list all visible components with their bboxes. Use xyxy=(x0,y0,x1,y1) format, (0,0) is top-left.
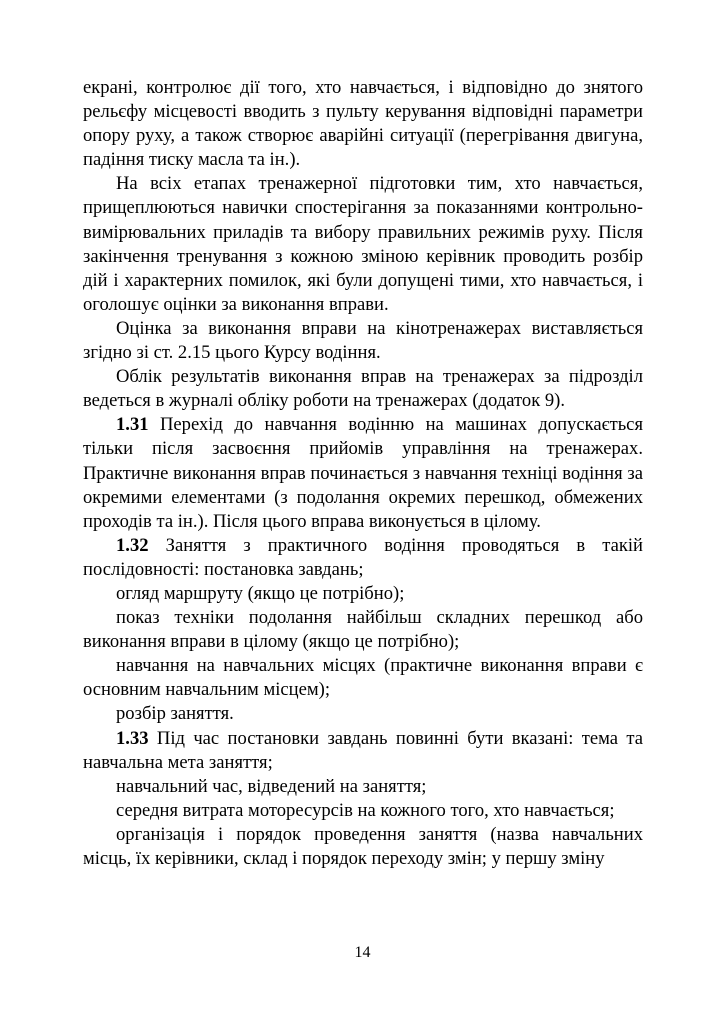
paragraph xyxy=(83,76,643,172)
paragraph xyxy=(83,799,643,823)
numbered-paragraph xyxy=(83,534,643,582)
paragraph xyxy=(83,654,643,702)
numbered-paragraph xyxy=(83,413,643,533)
paragraph xyxy=(83,317,643,365)
paragraph xyxy=(83,775,643,799)
paragraph-text: екрані, контролює дії того, хто навчається, і відповідно до знятого рельєфу місцевості вводить з пульту керування відповідні параметри опору руху, а також створює аварійні ситуації (перегрівання двигуна, падіння тиску масла та ін.). xyxy=(83,77,643,171)
paragraph-text: На всіх етапах тренажерної підготовки тим, хто навчається, прищеплюються навички спостерігання за показаннями контрольно-вимірювальних приладів та вибору правильних режимів руху. Після закінчення тренування з кожною зміною керівник проводить розбір дій і характерних помилок, які були допущені тими, хто навчається, і оголошує оцінки за виконання вправи. xyxy=(83,173,643,315)
paragraph-text: Оцінка за виконання вправи на кінотренажерах виставляється згідно зі ст. 2.15 цього Курсу водіння. xyxy=(83,317,643,364)
paragraph-text: навчальний час, відведений на заняття; xyxy=(116,775,427,797)
paragraph-text: Перехід до навчання водінню на машинах допускається тільки після засвоєння прийомів управління на тренажерах. Практичне виконання вправ починається з навчання техніці водіння за окремими елементами (з подолання окремих перешкод, обмежених проходів та ін.). Після цього вправа виконується в цілому. xyxy=(83,414,643,532)
paragraph xyxy=(83,172,643,317)
paragraph-text: показ техніки подолання найбільш складних перешкод або виконання вправи в цілому (якщо це потрібно); xyxy=(83,607,643,653)
paragraph-number: 1.33 xyxy=(116,727,149,749)
paragraph xyxy=(83,365,643,413)
numbered-paragraph xyxy=(83,727,643,775)
paragraph xyxy=(83,823,643,871)
paragraph-text: середня витрата моторесурсів на кожного того, хто навчається; xyxy=(116,799,615,821)
paragraph xyxy=(83,606,643,654)
paragraph-text: організація і порядок проведення заняття (назва навчальних місць, їх керівники, склад і порядок переходу змін; у першу зміну xyxy=(83,823,643,869)
paragraph-text: огляд маршруту (якщо це потрібно); xyxy=(116,582,405,604)
paragraph xyxy=(83,582,643,606)
paragraph xyxy=(83,702,643,726)
paragraph-text: розбір заняття. xyxy=(116,703,234,725)
paragraph-number: 1.31 xyxy=(116,414,149,436)
page-body xyxy=(83,76,643,871)
paragraph-number: 1.32 xyxy=(116,534,149,556)
page-number: 14 xyxy=(354,944,371,961)
paragraph-text: Облік результатів виконання вправ на тренажерах за підрозділ ведеться в журналі обліку роботи на тренажерах (додаток 9). xyxy=(83,366,643,412)
paragraph-text: Заняття з практичного водіння проводяться в такій послідовності: постановка завдань; xyxy=(83,534,643,580)
paragraph-text: навчання на навчальних місцях (практичне виконання вправи є основним навчальним місцем); xyxy=(83,655,643,701)
paragraph-text: Під час постановки завдань повинні бути вказані: тема та навчальна мета заняття; xyxy=(83,727,643,773)
